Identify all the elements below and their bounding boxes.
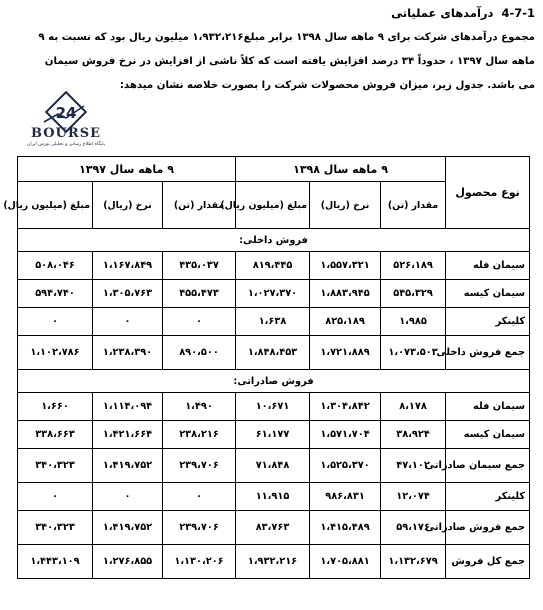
bourse-logo bbox=[14, 96, 118, 152]
period-1398-header: ۹ ماهه سال ۱۳۹۸ bbox=[236, 157, 446, 182]
table-cell: ۳۴۰،۳۲۳ bbox=[18, 449, 93, 483]
table-cell: ۱۲،۰۷۴ bbox=[381, 483, 446, 511]
table-cell: ۳۳۸،۶۶۳ bbox=[18, 421, 93, 449]
table-cell: ۰ bbox=[93, 483, 163, 511]
table-cell: ۵۲۶،۱۸۹ bbox=[381, 252, 446, 280]
logo-subtitle: پایگاه اطلاع رسانی و تحلیلی بورس ایران bbox=[27, 142, 105, 147]
table-row bbox=[18, 421, 530, 449]
table-cell: ۸۲۵،۱۸۹ bbox=[310, 308, 381, 336]
table-cell: ۵۰۸،۰۴۶ bbox=[18, 252, 93, 280]
table-cell: ۴۵۵،۴۷۳ bbox=[163, 280, 236, 308]
table-cell: ۱،۲۳۸،۳۹۰ bbox=[93, 336, 163, 370]
col-qty-1397: مقدار (تن) bbox=[163, 182, 236, 229]
table-cell: ۱،۷۰۵،۸۸۱ bbox=[310, 545, 381, 579]
table-cell: ۱،۵۲۵،۳۷۰ bbox=[310, 449, 381, 483]
table-cell: ۲۳۸،۲۱۶ bbox=[163, 421, 236, 449]
product-sales-table bbox=[3, 156, 530, 579]
paragraph-line: مجموع درآمدهای شرکت برای ۹ ماهه سال ۱۳۹۸ برابر مبلغ۱،۹۳۲،۲۱۶ میلیون ریال بود که نسبت به ۹ bbox=[38, 32, 535, 43]
row-label: کلینکر bbox=[446, 483, 530, 511]
row-label: جمع سیمان صادراتی bbox=[446, 449, 530, 483]
table-row bbox=[18, 393, 530, 421]
table-row bbox=[18, 483, 530, 511]
table-cell: ۱،۱۰۲،۷۸۶ bbox=[18, 336, 93, 370]
table-cell: ۸۱۹،۴۴۵ bbox=[236, 252, 310, 280]
table-cell: ۱،۲۷۶،۸۵۵ bbox=[93, 545, 163, 579]
col-qty-1398: مقدار (تن) bbox=[381, 182, 446, 229]
table-cell: ۱،۴۴۳،۱۰۹ bbox=[18, 545, 93, 579]
table-cell: ۴۷،۱۰۲ bbox=[381, 449, 446, 483]
table-cell: ۸،۱۷۸ bbox=[381, 393, 446, 421]
table-cell: ۱،۳۰۴،۸۴۲ bbox=[310, 393, 381, 421]
table-cell: ۱۰،۶۷۱ bbox=[236, 393, 310, 421]
section-heading bbox=[391, 6, 535, 20]
table-row bbox=[18, 280, 530, 308]
table-cell: ۱،۴۱۹،۷۵۲ bbox=[93, 511, 163, 545]
row-label: جمع فروش صادراتی bbox=[446, 511, 530, 545]
table-cell: ۱،۱۱۴،۰۹۴ bbox=[93, 393, 163, 421]
table-row bbox=[18, 511, 530, 545]
row-label: جمع فروش داخلی bbox=[446, 336, 530, 370]
table-cell: ۱،۷۲۱،۸۸۹ bbox=[310, 336, 381, 370]
table-cell: ۰ bbox=[18, 483, 93, 511]
table-cell: ۱،۴۹۰ bbox=[163, 393, 236, 421]
section-title-row: فروش داخلی: bbox=[18, 229, 530, 252]
table-cell: ۱،۶۶۰ bbox=[18, 393, 93, 421]
table-cell: ۷۱،۸۴۸ bbox=[236, 449, 310, 483]
table-cell: ۳۸،۹۲۴ bbox=[381, 421, 446, 449]
table-cell: ۲۳۹،۷۰۶ bbox=[163, 511, 236, 545]
table-cell: ۱،۸۸۳،۹۴۵ bbox=[310, 280, 381, 308]
table-cell: ۱،۵۷۱،۷۰۴ bbox=[310, 421, 381, 449]
table-cell: ۱،۱۶۷،۸۴۹ bbox=[93, 252, 163, 280]
table-row bbox=[18, 308, 530, 336]
table-cell: ۳۴۰،۳۲۳ bbox=[18, 511, 93, 545]
logo-wordmark: BOURSE bbox=[31, 126, 101, 141]
row-label: سیمان کیسه bbox=[446, 280, 530, 308]
svg-text:24: 24 bbox=[55, 104, 77, 122]
table-cell: ۸۳،۷۶۳ bbox=[236, 511, 310, 545]
table-row bbox=[18, 449, 530, 483]
table-cell: ۲۳۹،۷۰۶ bbox=[163, 449, 236, 483]
table-cell: ۰ bbox=[163, 483, 236, 511]
section-title: درآمدهای عملیاتی bbox=[391, 6, 494, 20]
col-amount-1398: مبلغ (میلیون ریال) bbox=[236, 182, 310, 229]
table-cell: ۵۴۵،۳۲۹ bbox=[381, 280, 446, 308]
table-cell: ۸۹۰،۵۰۰ bbox=[163, 336, 236, 370]
row-label: سیمان فله bbox=[446, 393, 530, 421]
table-row bbox=[18, 336, 530, 370]
table-cell: ۰ bbox=[93, 308, 163, 336]
table-cell: ۱،۰۲۷،۳۷۰ bbox=[236, 280, 310, 308]
table-cell: ۰ bbox=[163, 308, 236, 336]
col-amount-1397: مبلغ (میلیون ریال) bbox=[18, 182, 93, 229]
table-cell: ۱،۳۰۵،۷۶۳ bbox=[93, 280, 163, 308]
table-cell: ۴۳۵،۰۳۷ bbox=[163, 252, 236, 280]
table-cell: ۹۸۶،۸۳۱ bbox=[310, 483, 381, 511]
intro-paragraph bbox=[6, 26, 535, 98]
col-rate-1397: نرخ (ریال) bbox=[93, 182, 163, 229]
table-cell: ۱،۸۴۸،۴۵۳ bbox=[236, 336, 310, 370]
table-cell: ۱،۴۲۱،۶۶۴ bbox=[93, 421, 163, 449]
table-cell: ۱،۱۳۲،۶۷۹ bbox=[381, 545, 446, 579]
table-cell: ۱،۹۳۲،۲۱۶ bbox=[236, 545, 310, 579]
bourse-logo-icon bbox=[14, 96, 118, 130]
table-cell: ۵۹،۱۷۶ bbox=[381, 511, 446, 545]
table-cell: ۱،۴۱۵،۴۸۹ bbox=[310, 511, 381, 545]
period-1397-header: ۹ ماهه سال ۱۳۹۷ bbox=[18, 157, 236, 182]
paragraph-line: می باشد. جدول زیر، میزان فروش محصولات شرکت را بصورت خلاصه نشان میدهد: bbox=[119, 80, 535, 91]
row-label: سیمان کیسه bbox=[446, 421, 530, 449]
table-row bbox=[18, 545, 530, 579]
row-label: جمع کل فروش bbox=[446, 545, 530, 579]
row-label: سیمان فله bbox=[446, 252, 530, 280]
col-rate-1398: نرخ (ریال) bbox=[310, 182, 381, 229]
row-label: کلینکر bbox=[446, 308, 530, 336]
table-cell: ۱،۹۸۵ bbox=[381, 308, 446, 336]
section-number: 4-7-1 bbox=[501, 6, 535, 20]
paragraph-line: ماهه سال ۱۳۹۷ ، حدوداً ۳۴ درصد افزایش یافته است که کلاً ناشی از افزایش در نرخ فروش سیمان bbox=[44, 56, 535, 67]
table-cell: ۱،۱۳۰،۲۰۶ bbox=[163, 545, 236, 579]
section-title-row: فروش صادراتی: bbox=[18, 370, 530, 393]
table-cell: ۱۱،۹۱۵ bbox=[236, 483, 310, 511]
table-cell: ۰ bbox=[18, 308, 93, 336]
table-row bbox=[18, 252, 530, 280]
table-cell: ۱،۶۳۸ bbox=[236, 308, 310, 336]
table-cell: ۱،۵۵۷،۳۲۱ bbox=[310, 252, 381, 280]
product-type-header: نوع محصول bbox=[446, 157, 530, 229]
table-cell: ۵۹۴،۷۴۰ bbox=[18, 280, 93, 308]
table-cell: ۱،۰۷۳،۵۰۳ bbox=[381, 336, 446, 370]
table-cell: ۱،۴۱۹،۷۵۲ bbox=[93, 449, 163, 483]
table-cell: ۶۱،۱۷۷ bbox=[236, 421, 310, 449]
